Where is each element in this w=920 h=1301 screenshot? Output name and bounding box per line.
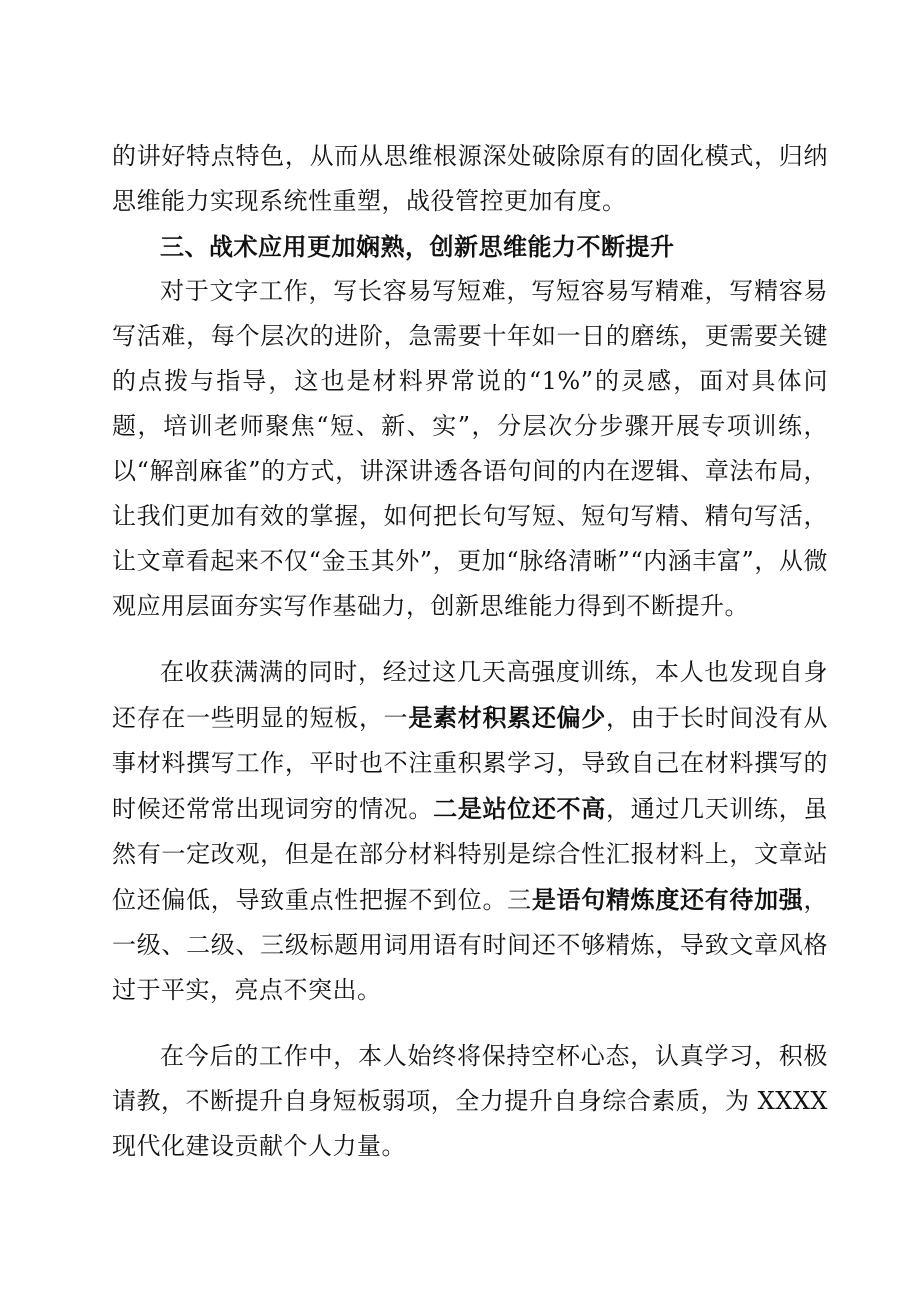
point-3-text: ，一级、二级、三级标题用词用语有时间还不够精炼，导致文章风格过于平实，亮点不突出。 [112,886,829,1004]
document-body [112,134,828,1169]
continuation-paragraph: 的讲好特点特色，从而从思维根源深处破除原有的固化模式，归纳思维能力实现系统性重塑，战役管控更加有度。 [112,142,828,215]
closing-paragraph: 在今后的工作中，本人始终将保持空杯心态，认真学习，积极请教，不断提升自身短板弱项，全力提升自身综合素质，为 XXXX 现代化建设贡献个人力量。 [112,1042,828,1160]
paragraph-gap [112,629,828,650]
point-3-emphasis: 是语句精炼度还有待加强 [531,885,804,914]
section-3-heading: 三、战术应用更加娴熟，创新思维能力不断提升 [160,232,675,261]
point-1-text: ，由于长时间没有从事材料撰写工作，平时也不注重积累学习，导致自己在材料撰写的时候还常常出现词穷的情况。 [112,704,829,823]
shortcomings-paragraph [112,650,828,1013]
point-1-emphasis: 是素材积累还偏少 [408,703,606,732]
point-2-text: ，通过几天训练，虽然有一定改观，但是在部分材料特别是综合性汇报材料上，文章站位还偏低，导致重点性把握不到位。三 [112,795,829,914]
shortcomings-intro: 在收获满满的同时，经过这几天高强度训练，本人也发现自身还存在一些明显的短板，一 [112,658,828,732]
paragraph-gap [112,1013,828,1034]
point-2-emphasis: 二是站位还不高 [433,794,606,823]
section-3-paragraph: 对于文字工作，写长容易写短难，写短容易写精难，写精容易写活难，每个层次的进阶，急需要十年如一日的磨练，更需要关键的点拨与指导，这也是材料界常说的“1%”的灵感，面对具体问题，培训老师聚焦“短、新、实”，分层次分步骤开展专项训练，以“解剖麻雀”的方式，讲深讲透各语句间的内在逻辑、章法布局，让我们更加有效的掌握，如何把长句写短、短句写精、精句写活，让文章看起来不仅“金玉其外”，更加“脉络清晰”“内涵丰富”，从微观应用层面夯实写作基础力，创新思维能力得到不断提升。 [112,277,828,620]
